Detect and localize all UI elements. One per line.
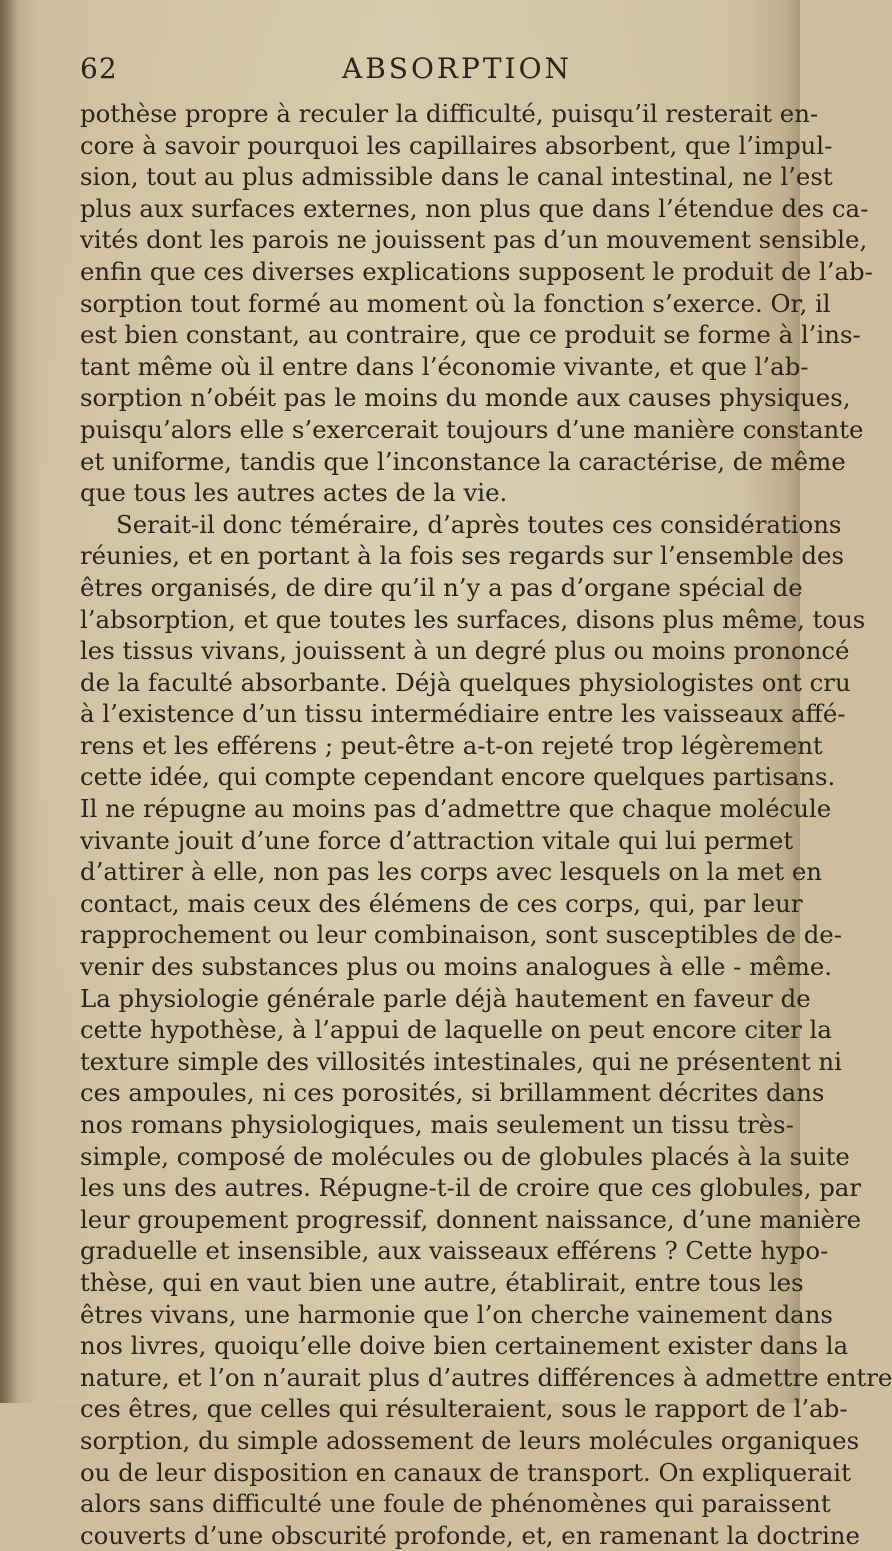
text-line: cette hypothèse, à l’appui de laquelle on peut encore citer la [80,1015,832,1045]
paragraph-end-line: que tous les autres actes de la vie. [80,478,508,508]
text-line: êtres organisés, de dire qu’il n’y a pas d’organe spécial de [80,572,803,602]
text-line: simple, composé de molécules ou de globules placés à la suite [80,1141,850,1171]
text-line: alors sans difficulté une foule de phénomènes qui paraissent [80,1489,831,1519]
text-line: nos livres, quoiqu’elle doive bien certainement exister dans la [80,1331,849,1361]
text-line: sorption n’obéit pas le moins du monde aux causes physiques, [80,383,851,413]
text-line: couverts d’une obscurité profonde, et, en ramenant la doctrine [80,1520,860,1550]
text-line: puisqu’alors elle s’exercerait toujours d’une manière constante [80,414,864,444]
text-line: de la faculté absorbante. Déjà quelques physiologistes ont cru [80,667,851,697]
text-line: l’absorption, et que toutes les surfaces, disons plus même, tous [80,604,866,634]
text-line: réunies, et en portant à la fois ses regards sur l’ensemble des [80,541,844,571]
text-line: thèse, qui en vaut bien une autre, établirait, entre tous les [80,1267,804,1297]
text-line: La physiologie générale parle déjà hautement en faveur de [80,983,811,1013]
text-line: et uniforme, tandis que l’inconstance la caractérise, de même [80,446,846,476]
binding-shadow [0,0,18,1403]
text-line: les tissus vivans, jouissent à un degré plus ou moins prononcé [80,636,850,666]
text-line: vivante jouit d’une force d’attraction vitale qui lui permet [80,825,794,855]
text-line: sorption, du simple adossement de leurs molécules organiques [80,1425,860,1455]
text-line: d’attirer à elle, non pas les corps avec lesquels on la met en [80,857,823,887]
body-text [80,98,892,1551]
text-line: nature, et l’on n’aurait plus d’autres différences à admettre entre [80,1362,892,1392]
text-line: à l’existence d’un tissu intermédiaire entre les vaisseaux affé- [80,699,846,729]
page-header [80,52,770,92]
text-line: les uns des autres. Répugne-t-il de croire que ces globules, par [80,1173,862,1203]
text-line: ou de leur disposition en canaux de transport. On expliquerait [80,1457,851,1487]
text-line: sion, tout au plus admissible dans le canal intestinal, ne l’est [80,162,833,192]
running-head: ABSORPTION [342,52,573,85]
text-line: core à savoir pourquoi les capillaires absorbent, que l’impul- [80,130,833,160]
text-line: ces ampoules, ni ces porosités, si brillamment décrites dans [80,1078,825,1108]
text-line: vités dont les parois ne jouissent pas d’un mouvement sensible, [80,225,868,255]
paragraph-start-line: Serait-il donc téméraire, d’après toutes ces considérations [116,509,842,539]
text-line: rapprochement ou leur combinaison, sont susceptibles de de- [80,920,842,950]
text-line: sorption tout formé au moment où la fonction s’exerce. Or, il [80,288,831,318]
text-line: rens et les efférens ; peut-être a-t-on rejeté trop légèrement [80,730,823,760]
text-line: graduelle et insensible, aux vaisseaux efférens ? Cette hypo- [80,1236,829,1266]
text-line: venir des substances plus ou moins analogues à elle - même. [80,952,833,982]
text-line: pothèse propre à reculer la difficulté, puisqu’il resterait en- [80,99,819,128]
text-line: leur groupement progressif, donnent naissance, d’une manière [80,1204,862,1234]
text-line: texture simple des villosités intestinales, qui ne présentent ni [80,1046,842,1076]
text-line: êtres vivans, une harmonie que l’on cherche vainement dans [80,1299,833,1329]
text-line: cette idée, qui compte cependant encore quelques partisans. [80,762,836,792]
text-line: contact, mais ceux des élémens de ces corps, qui, par leur [80,888,803,918]
text-line: ces êtres, que celles qui résulteraient, sous le rapport de l’ab- [80,1394,848,1424]
page-number: 62 [80,52,118,85]
text-line: Il ne répugne au moins pas d’admettre que chaque molécule [80,794,832,824]
text-line: est bien constant, au contraire, que ce produit se forme à l’ins- [80,320,861,350]
text-line: enfin que ces diverses explications supposent le produit de l’ab- [80,256,873,286]
text-line: nos romans physiologiques, mais seulement un tissu très- [80,1110,794,1139]
text-line: tant même où il entre dans l’économie vivante, et que l’ab- [80,351,809,381]
text-line: plus aux surfaces externes, non plus que dans l’étendue des ca- [80,193,869,223]
